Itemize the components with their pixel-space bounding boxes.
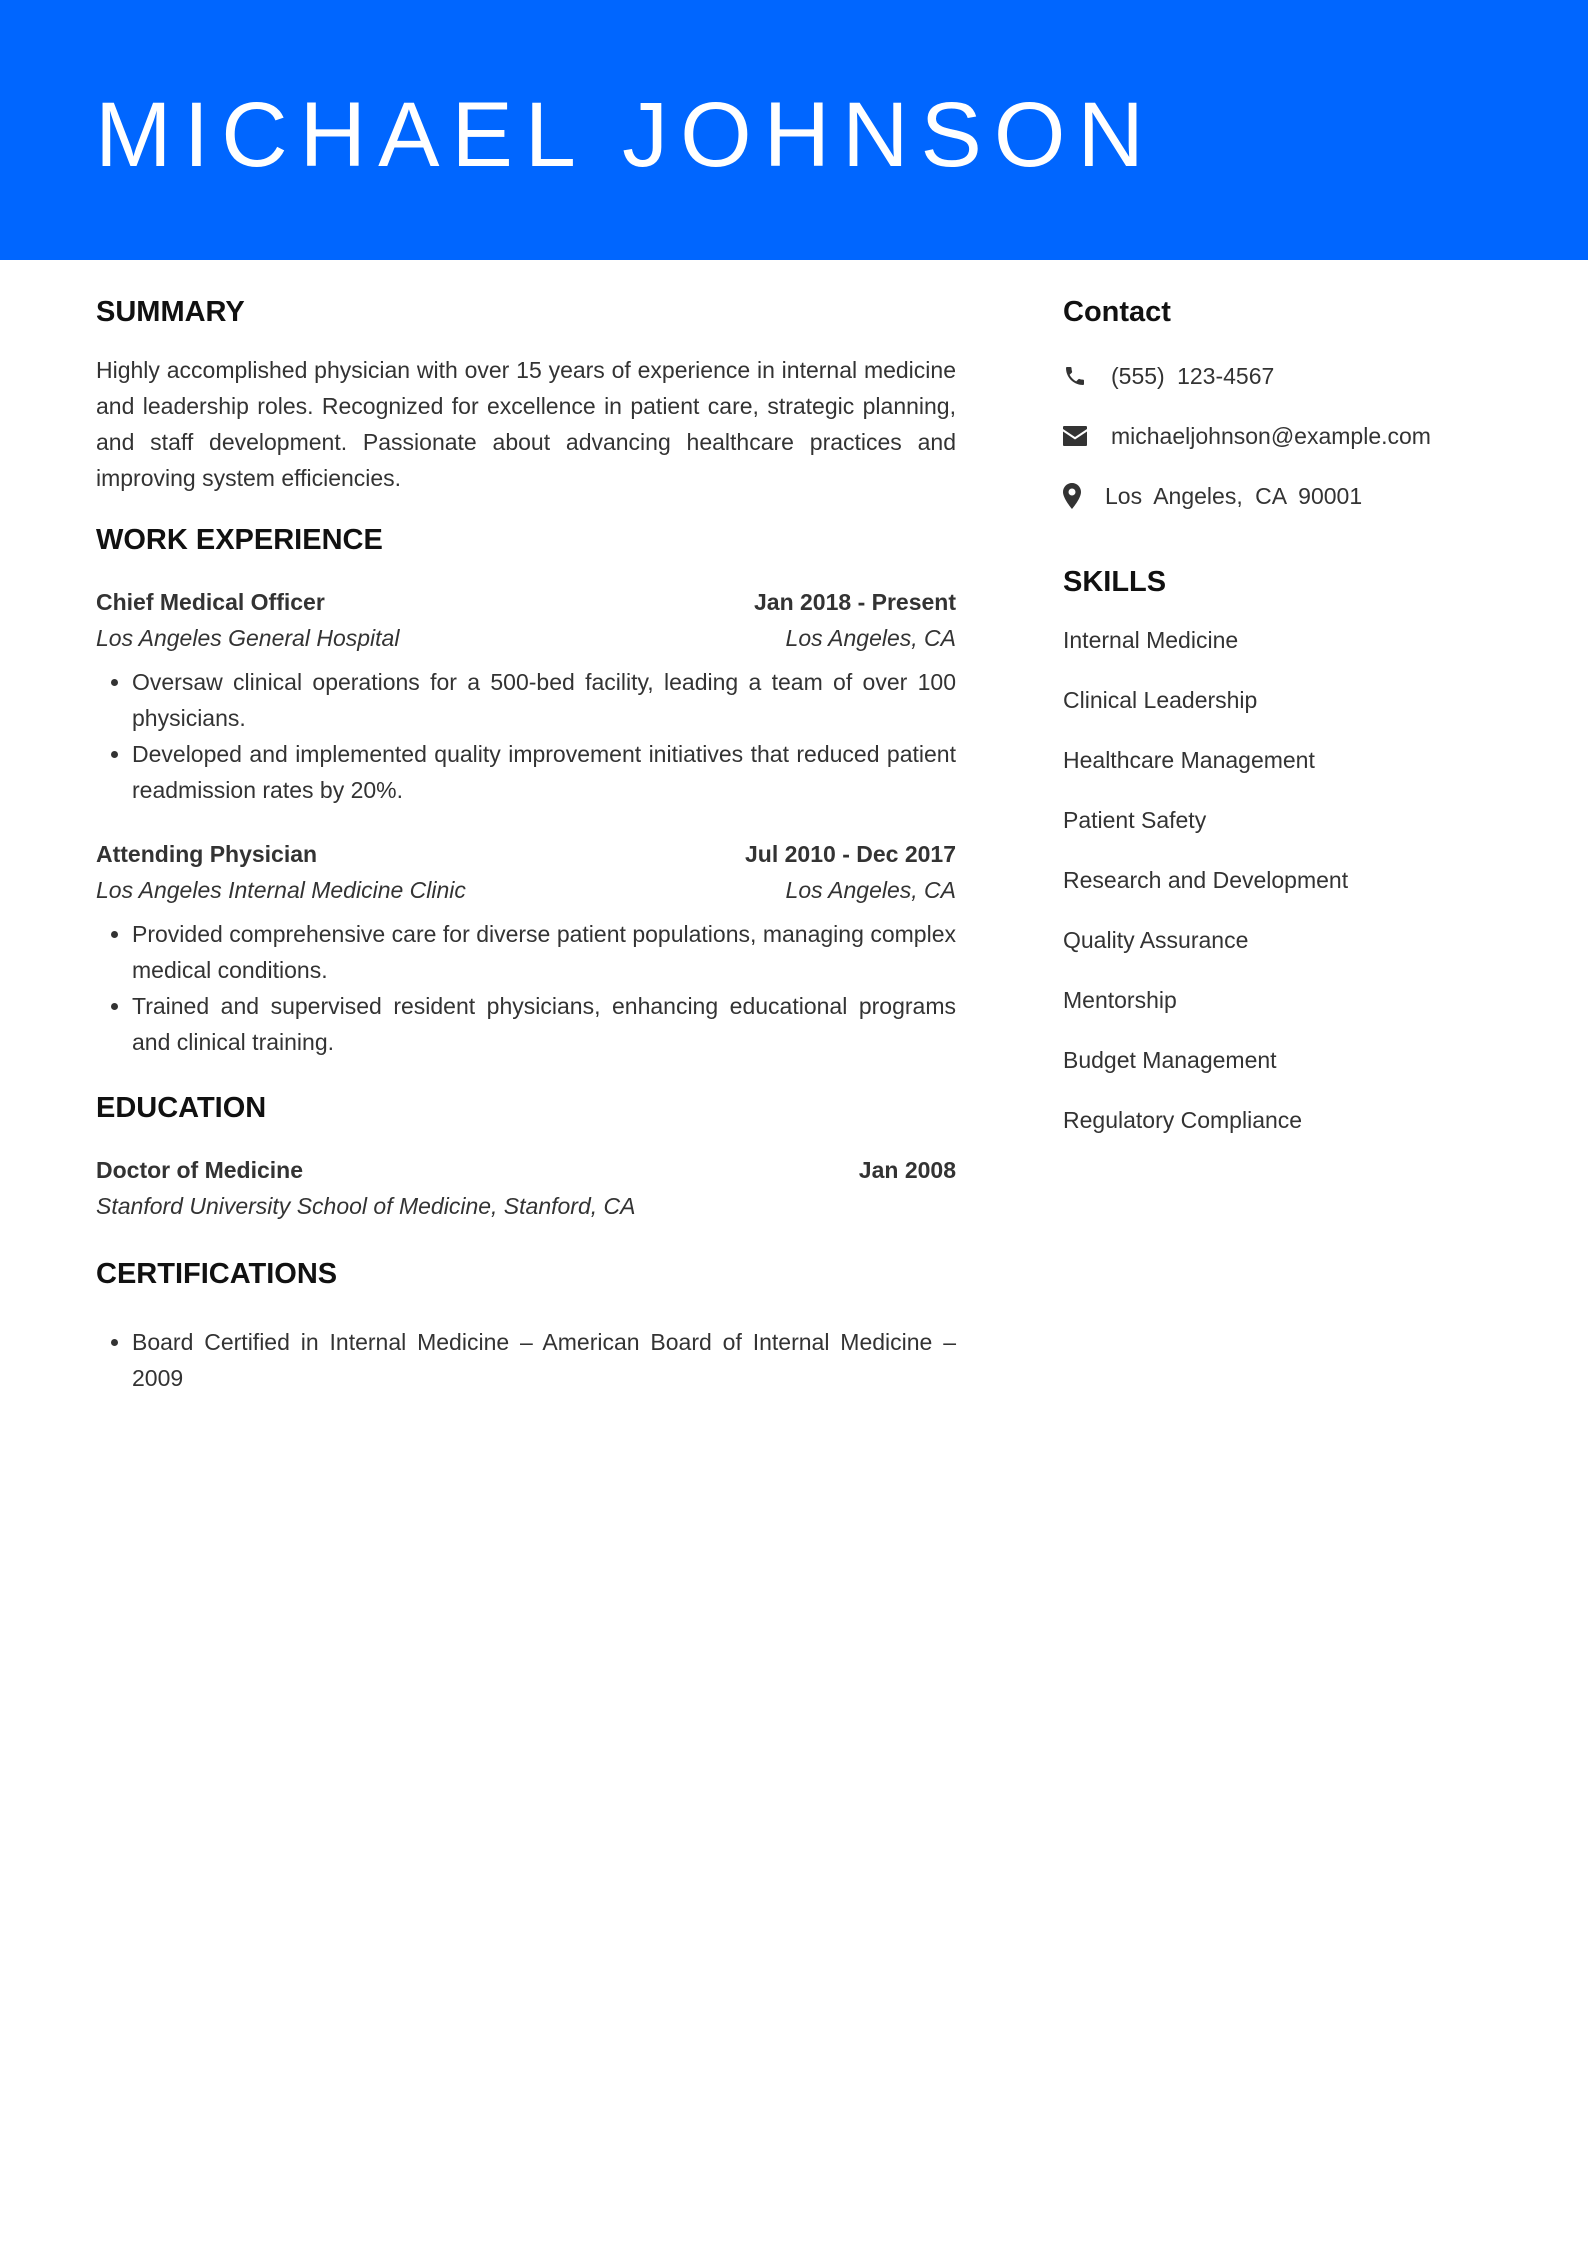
summary-text: Highly accomplished physician with over 15 years of experience in internal medicine and leadership roles. Recognized for excellence in patient care, strategic planning, and staff development. Passionate about advancing healthcare practices and improving system efficiencies. [96,357,956,491]
bullet-item: • Oversaw clinical operations for a 500-bed facility, leading a team of over 100 physicians. [132,664,956,736]
certification-item: • Board Certified in Internal Medicine – American Board of Internal Medicine – 2009 [132,1324,956,1396]
summary-section [96,294,956,496]
header-banner [0,0,1588,260]
contact-email [1063,418,1523,454]
skills-heading: SKILLS [1063,566,1167,598]
job-organization: Los Angeles General Hospital [96,625,400,651]
certifications-section [96,1256,956,1396]
education-heading: EDUCATION [96,1092,267,1124]
job-entry [96,584,956,808]
degree-title: Doctor of Medicine [96,1157,304,1183]
job-location: Los Angeles, CA [785,625,956,651]
experience-heading: WORK EXPERIENCE [96,524,383,556]
phone-text: (555) 123-4567 [1111,362,1275,389]
summary-heading: SUMMARY [96,296,245,328]
job-dates: Jan 2018 - Present [753,589,956,615]
skill-item: Clinical Leadership [1063,687,1258,713]
contact-location [1063,478,1523,514]
certifications-list [96,1324,956,1396]
skill-item: Patient Safety [1063,807,1207,833]
skill-item: Internal Medicine [1063,627,1239,653]
job-entry [96,836,956,1060]
job-bullets [96,916,956,1060]
job-bullets [96,664,956,808]
bullet-item: • Trained and supervised resident physicians, enhancing educational programs and clinical training. [132,988,956,1060]
skill-item: Quality Assurance [1063,927,1249,953]
bullet-item: • Provided comprehensive care for diverse patient populations, managing complex medical conditions. [132,916,956,988]
degree-date: Jan 2008 [858,1157,956,1183]
job-title: Attending Physician [96,841,318,867]
job-dates: Jul 2010 - Dec 2017 [745,841,956,867]
email-text: michaeljohnson@example.com [1111,422,1431,449]
candidate-name: MICHAEL JOHNSON [95,84,1156,186]
job-location: Los Angeles, CA [785,877,956,903]
skill-item: Regulatory Compliance [1063,1107,1303,1133]
certifications-heading: CERTIFICATIONS [96,1258,338,1290]
contact-phone [1063,358,1523,394]
job-title: Chief Medical Officer [96,589,325,615]
education-section [96,1090,956,1224]
skill-item: Healthcare Management [1063,747,1315,773]
phone-icon [1063,364,1111,388]
experience-section [96,522,956,1060]
location-text: Los Angeles, CA 90001 [1105,482,1363,509]
skill-item: Mentorship [1063,987,1177,1013]
contact-heading: Contact [1063,296,1171,328]
contact-section [1063,294,1523,514]
bullet-item: • Developed and implemented quality improvement initiatives that reduced patient readmission rates by 20%. [132,736,956,808]
skills-section [1063,564,1523,1138]
job-organization: Los Angeles Internal Medicine Clinic [96,877,466,903]
skill-item: Budget Management [1063,1047,1277,1073]
skill-item: Research and Development [1063,867,1349,893]
school-name: Stanford University School of Medicine, Stanford, CA [96,1193,636,1219]
map-marker-icon [1063,483,1105,509]
envelope-icon [1063,426,1111,446]
sidebar-column [1063,294,1523,1162]
main-column [96,294,956,1396]
